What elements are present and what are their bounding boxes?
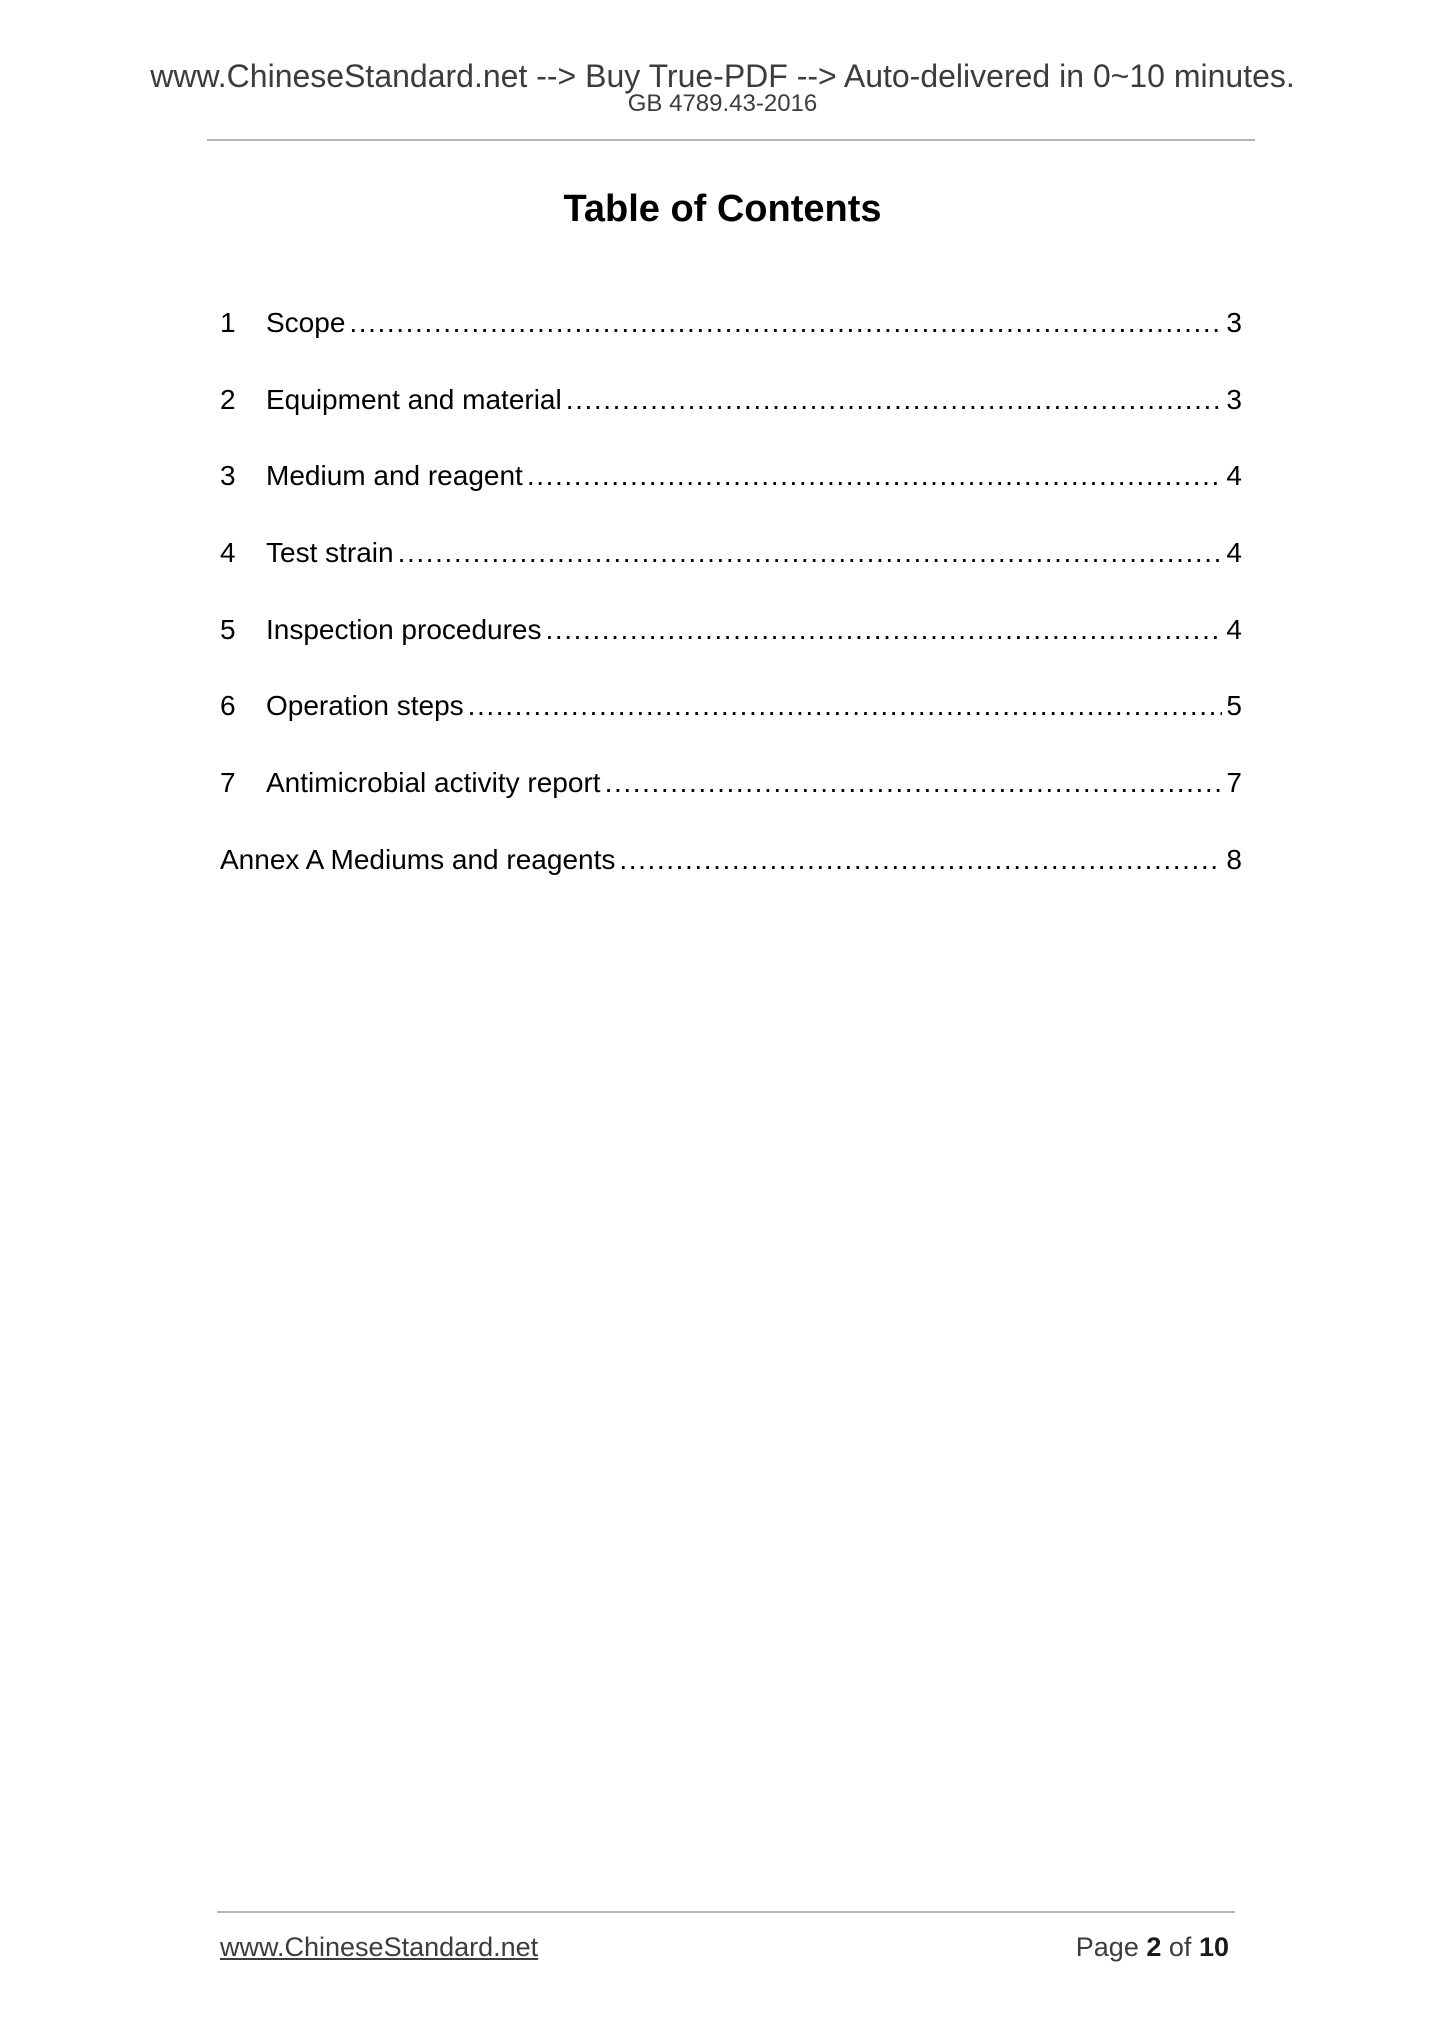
toc-dot-leader bbox=[619, 842, 1222, 878]
toc-entry-label: Medium and reagent bbox=[266, 460, 523, 492]
toc-entry-test-strain[interactable] bbox=[220, 535, 1242, 612]
page-number bbox=[1076, 1931, 1229, 1963]
page-prefix: Page bbox=[1075, 1932, 1139, 1962]
toc-entry-page: 3 bbox=[1226, 383, 1242, 415]
toc-entry-label: Antimicrobial activity report bbox=[266, 767, 601, 799]
page-of: of bbox=[1168, 1932, 1192, 1962]
toc-entry-page: 7 bbox=[1226, 767, 1242, 799]
toc-dot-leader bbox=[349, 305, 1222, 341]
toc-entry-number: 4 bbox=[220, 537, 236, 569]
toc-entry-number: 1 bbox=[220, 307, 236, 338]
table-of-contents bbox=[220, 305, 1242, 919]
toc-entry-number: 3 bbox=[220, 460, 236, 492]
toc-entry-number: 6 bbox=[220, 690, 236, 722]
toc-entry-label: Operation steps bbox=[266, 690, 464, 722]
toc-entry-annex-a[interactable] bbox=[220, 842, 1242, 919]
toc-entry-number: 7 bbox=[220, 767, 236, 799]
toc-entry-scope[interactable] bbox=[220, 305, 1242, 382]
toc-entry-operation[interactable] bbox=[220, 688, 1242, 765]
toc-dot-leader bbox=[546, 612, 1223, 648]
toc-entry-label: Test strain bbox=[266, 537, 394, 569]
toc-entry-page: 3 bbox=[1226, 307, 1242, 338]
page-current: 2 bbox=[1146, 1932, 1162, 1962]
page-total: 10 bbox=[1198, 1932, 1229, 1962]
toc-entry-page: 8 bbox=[1226, 843, 1242, 875]
header-banner: www.ChineseStandard.net --> Buy True-PDF --> Auto-delivered in 0~10 minutes. bbox=[150, 58, 1295, 94]
footer-site-link[interactable]: www.ChineseStandard.net bbox=[220, 1932, 539, 1962]
toc-entry-medium[interactable] bbox=[220, 458, 1242, 535]
footer-divider bbox=[217, 1911, 1235, 1913]
toc-dot-leader bbox=[527, 458, 1223, 494]
toc-entry-label: Annex A Mediums and reagents bbox=[220, 843, 616, 875]
toc-entry-page: 5 bbox=[1226, 690, 1242, 722]
toc-dot-leader bbox=[468, 688, 1223, 724]
toc-dot-leader bbox=[566, 382, 1223, 418]
toc-dot-leader bbox=[605, 765, 1223, 801]
toc-entry-inspection[interactable] bbox=[220, 612, 1242, 689]
toc-entry-equipment[interactable] bbox=[220, 382, 1242, 459]
toc-entry-number: 5 bbox=[220, 613, 236, 645]
page-title: Table of Contents bbox=[563, 188, 882, 230]
toc-entry-report[interactable] bbox=[220, 765, 1242, 842]
toc-dot-leader bbox=[398, 535, 1223, 571]
toc-entry-page: 4 bbox=[1226, 537, 1242, 569]
toc-entry-label: Scope bbox=[266, 307, 346, 338]
toc-entry-page: 4 bbox=[1226, 460, 1242, 492]
document-id: GB 4789.43-2016 bbox=[627, 90, 818, 117]
toc-entry-label: Equipment and material bbox=[266, 383, 562, 415]
toc-entry-page: 4 bbox=[1226, 613, 1242, 645]
toc-entry-number: 2 bbox=[220, 383, 236, 415]
toc-entry-label: Inspection procedures bbox=[266, 613, 542, 645]
header-divider bbox=[207, 139, 1255, 141]
